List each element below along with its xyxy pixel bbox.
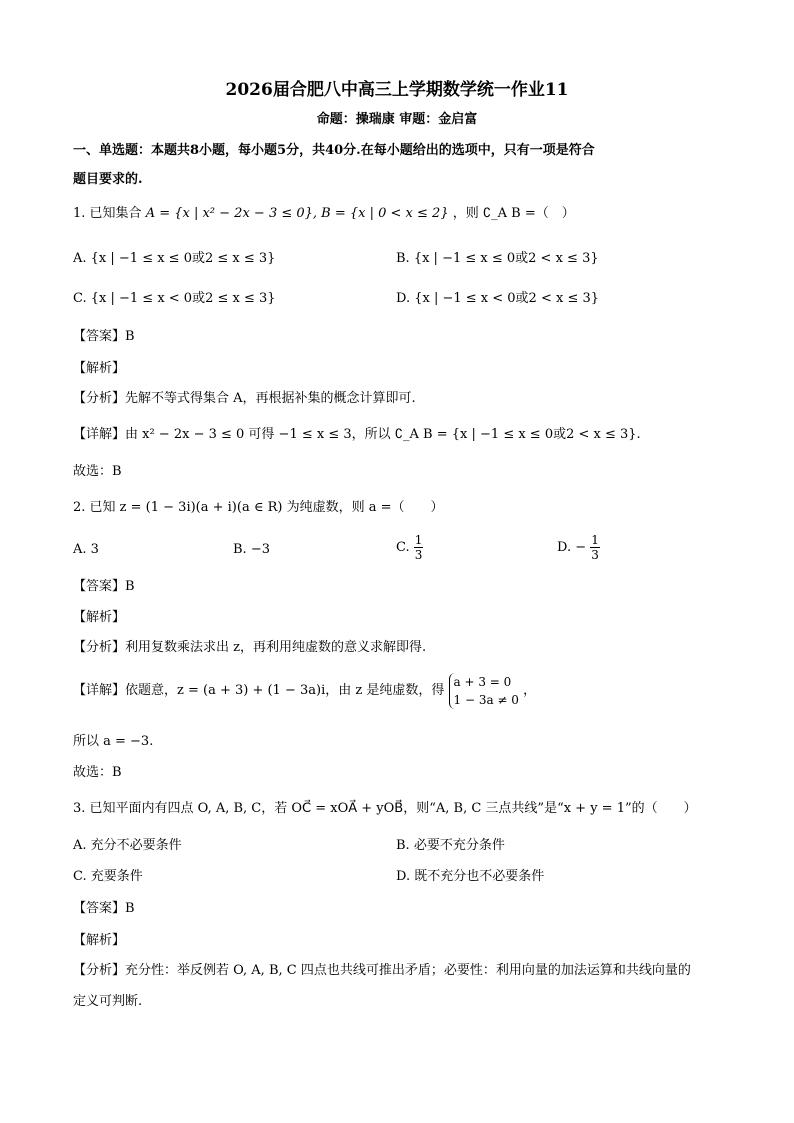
- q2-option-c-numerator: 1: [414, 533, 423, 547]
- document-title: 2026届合肥八中高三上学期数学统一作业11: [225, 80, 569, 100]
- q1-fenxi: 【分析】先解不等式得集合 A，再根据补集的概念计算即可.: [73, 391, 416, 406]
- q2-equation-1: a + 3 = 0: [453, 675, 512, 689]
- q3-option-b: B. 必要不充分条件: [396, 838, 505, 853]
- q2-xiangjie-tail: ，: [523, 683, 537, 698]
- q2-fenxi: 【分析】利用复数乘法求出 z，再利用纯虚数的意义求解即得.: [73, 640, 427, 655]
- q2-option-d-denominator: 3: [591, 548, 599, 562]
- q3-fenxi-line1: 【分析】充分性：举反例若 O, A, B, C 四点也共线可推出矛盾；必要性：利用向量的加法运算和共线向量的: [73, 963, 691, 978]
- q2-answer: 【答案】B: [73, 579, 135, 594]
- q2-xiangjie-text: 【详解】依题意，z = (a + 3) + (1 − 3a)i，由 z 是纯虚数，得: [73, 683, 445, 698]
- q1-analysis-label: 【解析】: [73, 361, 126, 376]
- q2-xiangjie: [73, 673, 536, 709]
- q2-choice: 故选：B: [73, 765, 122, 780]
- q1-option-a: A. {x | −1 ≤ x ≤ 0或2 ≤ x ≤ 3}: [73, 251, 276, 266]
- q1-stem: [73, 205, 575, 223]
- q1-option-d: D. {x | −1 ≤ x < 0或2 < x ≤ 3}: [396, 291, 600, 306]
- q1-stem-tail: ，则 ∁_A B =（ ）: [452, 206, 575, 221]
- q2-equation-2: 1 − 3a ≠ 0: [453, 693, 519, 707]
- q1-option-c: C. {x | −1 ≤ x < 0或2 ≤ x ≤ 3}: [73, 291, 276, 306]
- q2-option-b: B. −3: [233, 542, 270, 557]
- q1-option-b: B. {x | −1 ≤ x ≤ 0或2 < x ≤ 3}: [396, 251, 599, 266]
- q3-fenxi-line2: 定义可判断.: [73, 994, 143, 1009]
- q3-stem: 3. 已知平面内有四点 O, A, B, C，若 OC⃗ = xOA⃗ + yOB⃗，则“A, B, C 三点共线”是“x + y = 1”的（ ）: [73, 801, 697, 816]
- q2-analysis-label: 【解析】: [73, 610, 126, 625]
- document-subtitle: 命题：操瑞康 审题：金启富: [316, 112, 478, 127]
- q2-stem: 2. 已知 z = (1 − 3i)(a + i)(a ∈ R) 为纯虚数，则 a =（ ）: [73, 500, 444, 515]
- q2-option-d-fraction: [590, 533, 600, 562]
- q1-choice: 故选：B: [73, 464, 122, 479]
- q2-option-c-label: C.: [396, 540, 410, 555]
- q3-answer: 【答案】B: [73, 901, 135, 916]
- q1-xiangjie: 【详解】由 x² − 2x − 3 ≤ 0 可得 −1 ≤ x ≤ 3，所以 ∁_A B = {x | −1 ≤ x ≤ 0或2 < x ≤ 3}.: [73, 427, 641, 442]
- q1-answer: 【答案】B: [73, 329, 135, 344]
- section-heading-line1: 一、单选题：本题共8小题，每小题5分，共40分.在每小题给出的选项中，只有一项是符合: [73, 143, 595, 158]
- q2-option-c: [396, 533, 423, 562]
- q3-analysis-label: 【解析】: [73, 933, 126, 948]
- q2-equation-system: [449, 673, 519, 709]
- q2-option-d: [557, 533, 600, 562]
- q2-option-d-label: D. −: [557, 540, 587, 555]
- q2-option-c-denominator: 3: [414, 548, 423, 562]
- q2-option-c-fraction: [414, 533, 424, 562]
- q2-option-a: A. 3: [73, 542, 99, 557]
- q1-stem-prefix: 1. 已知集合: [73, 206, 142, 221]
- q2-option-d-numerator: 1: [591, 533, 599, 547]
- q3-option-a: A. 充分不必要条件: [73, 838, 182, 853]
- q3-option-c: C. 充要条件: [73, 869, 143, 884]
- section-heading-line2: 题目要求的.: [73, 172, 143, 187]
- q3-option-d: D. 既不充分也不必要条件: [396, 869, 545, 884]
- q1-sets: A = {x | x² − 2x − 3 ≤ 0}, B = {x | 0 < x ≤ 2}: [145, 206, 449, 221]
- q2-conclusion: 所以 a = −3.: [73, 734, 154, 749]
